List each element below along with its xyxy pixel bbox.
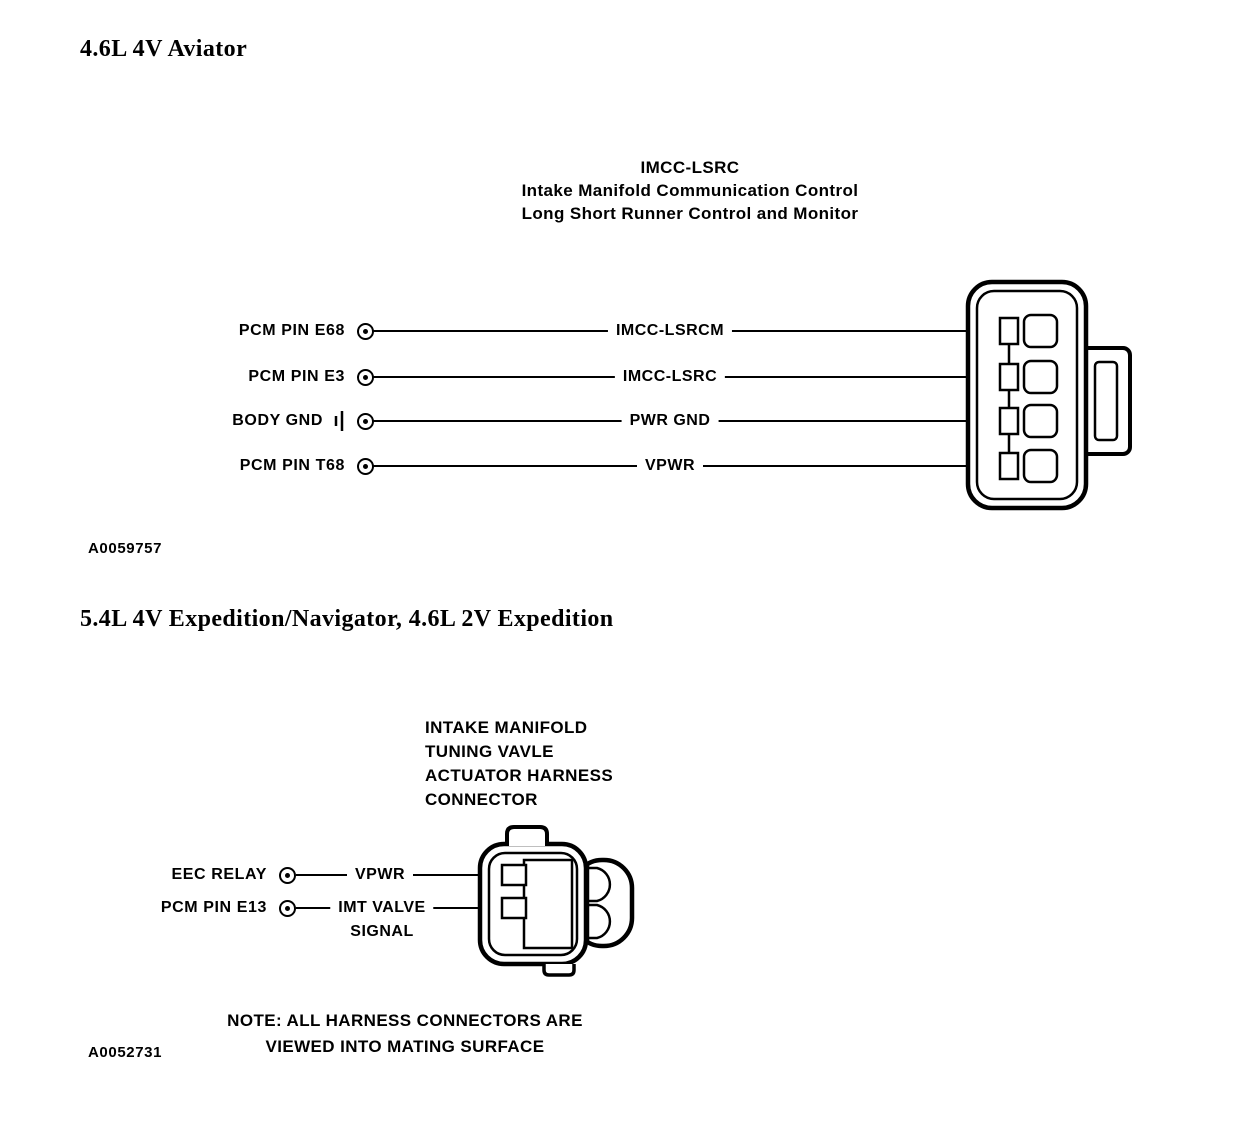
note-line: VIEWED INTO MATING SURFACE xyxy=(265,1037,545,1056)
wire-signal-label: PWR GND xyxy=(622,412,719,430)
wire-signal-label: IMCC-LSRCM xyxy=(608,322,732,340)
connector-title-line: Intake Manifold Communication Control xyxy=(521,181,859,200)
wire-signal-label-line2: SIGNAL xyxy=(350,923,414,940)
pin-source-label: PCM PIN E13 xyxy=(160,899,267,916)
connector-title-line: TUNING VAVLE xyxy=(425,742,554,761)
section2-connector-title xyxy=(425,716,613,812)
pin-source-label: BODY GND xyxy=(232,412,323,429)
wire-row xyxy=(140,454,374,478)
wire-row xyxy=(90,896,296,920)
section1-heading: 4.6L 4V Aviator xyxy=(80,36,248,62)
pin-source-label: PCM PIN E3 xyxy=(248,368,345,385)
wire-row xyxy=(140,409,374,433)
section1-connector-title xyxy=(430,156,950,225)
connector-title-line: IMCC-LSRC xyxy=(640,158,740,177)
terminal-circle-icon xyxy=(357,413,374,430)
terminal-circle-icon xyxy=(279,900,296,917)
note-line: NOTE: ALL HARNESS CONNECTORS ARE xyxy=(227,1011,583,1030)
pin-source-label: PCM PIN T68 xyxy=(239,457,345,474)
ground-symbol-icon xyxy=(331,409,349,433)
figure-id: A0059757 xyxy=(88,540,163,557)
terminal-circle-icon xyxy=(357,458,374,475)
connector-title-line: CONNECTOR xyxy=(425,790,538,809)
pin-source-label: EEC RELAY xyxy=(171,866,267,883)
connector1-drawing xyxy=(950,270,1150,520)
wire-row xyxy=(90,863,296,887)
figure-id: A0052731 xyxy=(88,1044,163,1061)
wire-row xyxy=(140,365,374,389)
terminal-circle-icon xyxy=(279,867,296,884)
harness-note xyxy=(190,1008,620,1060)
connector-title-line: Long Short Runner Control and Monitor xyxy=(521,204,859,223)
terminal-circle-icon xyxy=(357,369,374,386)
connector-title-line: INTAKE MANIFOLD xyxy=(425,718,588,737)
connector-title-line: ACTUATOR HARNESS xyxy=(425,766,614,785)
terminal-circle-icon xyxy=(357,323,374,340)
connector2-drawing xyxy=(462,816,647,986)
wire-signal-label: IMT VALVE xyxy=(330,899,433,917)
wire-signal-label: VPWR xyxy=(347,866,413,884)
wire-row xyxy=(140,319,374,343)
pin-source-label: PCM PIN E68 xyxy=(238,322,345,339)
wire-signal-label: IMCC-LSRC xyxy=(615,368,725,386)
section2-heading: 5.4L 4V Expedition/Navigator, 4.6L 2V Expedition xyxy=(80,606,614,632)
wire-signal-label: VPWR xyxy=(637,457,703,475)
